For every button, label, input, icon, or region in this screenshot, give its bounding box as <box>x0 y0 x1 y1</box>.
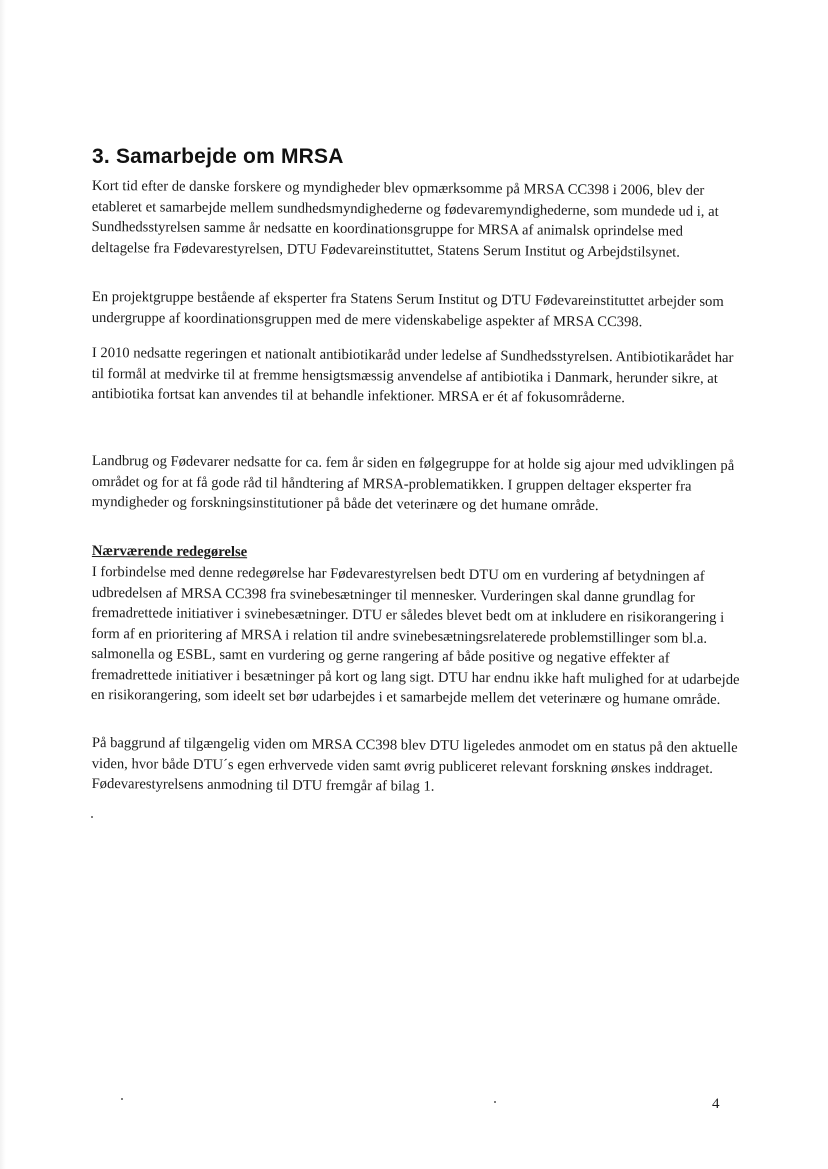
scan-speck <box>494 1101 496 1103</box>
paragraph-assessment-request: I forbindelse med denne redegørelse har Fødevarestyrelsen bedt DTU om en vurdering af betydningen af udbredelsen af MRSA CC398 fra svinebesætninger til mennesker. Vurderingen skal danne grundlag for fremadrettede initiativer i svinebesætninger. DTU er således blevet bedt om at inkludere en risikorangering i form af en prioritering af MRSA i relation til andre svinebesætningsrelaterede problemstillinger som bl.a. salmonella og ESBL, samt en vurdering og gerne rangering af både positive og negative effekter af fremadrettede initiativer i besætninger på kort og lang sigt. DTU har endnu ikke haft mulighed for at udarbejde en risikorangering, som ideelt set bør udarbejdes i et samarbejde mellem det veterinære og humane område. <box>90 563 740 708</box>
subsection-heading: Nærværende redegørelse <box>91 542 248 561</box>
paragraph-coordination-group: Kort tid efter de danske forskere og myndigheder blev opmærksomme på MRSA CC398 i 2006, blev der etableret et samarbejde mellem sundhedsmyndighederne og fødevaremyndighederne, som mundede ud i, at Sundhedsstyrelsen samme år nedsatte en koordinationsgruppe for MRSA af animalsk oprindelse med deltagelse fra Fødevarestyrelsen, DTU Fødevareinstituttet, Statens Serum Institut og Arbejdstilsynet. <box>91 177 719 261</box>
page-number: 4 <box>712 1096 720 1112</box>
scan-speck <box>121 1098 123 1100</box>
paragraph-project-group: En projektgruppe bestående af eksperter fra Statens Serum Institut og DTU Fødevareinstituttet arbejder som undergruppe af koordinationsgruppen med de mere videnskabelige aspekter af MRSA CC398. <box>91 288 724 330</box>
paragraph-status-request: På baggrund af tilgængelig viden om MRSA CC398 blev DTU ligeledes anmodet om en status på den aktuelle viden, hvor både DTU´s egen erhvervede viden samt øvrig publiceret relevant forskning ønskes inddraget. Fødevarestyrelsens anmodning til DTU fremgår af bilag 1. <box>91 734 738 795</box>
section-heading: 3. Samarbejde om MRSA <box>92 145 344 168</box>
paragraph-antibiotic-council: I 2010 nedsatte regeringen et nationalt antibiotikaråd under ledelse af Sundhedsstyrelsen. Antibiotikarådet har til formål at medvirke til at fremme hensigtsmæssig anvendelse af antibiotika i Danmark, herunder sikre, at antibiotika fortsat kan anvendes til at behandle infektioner. MRSA er ét af fokusområderne. <box>91 344 734 407</box>
paragraph-follow-group: Landbrug og Fødevarer nedsatte for ca. fem år siden en følgegruppe for at holde sig ajour med udviklingen på området og for at få gode råd til håndtering af MRSA-problematikken. I gruppen deltager eksperter fra myndigheder og forskningsinstitutioner på både det veterinære og det humane område. <box>91 452 735 514</box>
scan-edge-shade <box>0 0 6 1169</box>
scan-speck <box>91 816 93 818</box>
